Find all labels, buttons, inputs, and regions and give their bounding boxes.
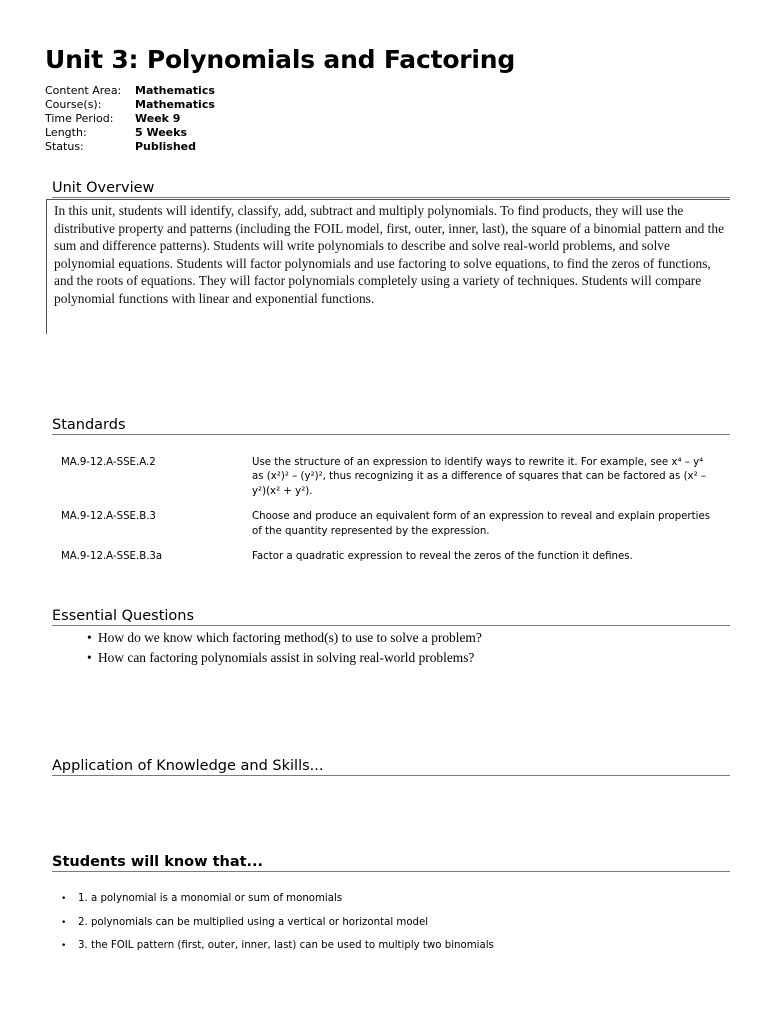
unit-overview-heading: Unit Overview bbox=[52, 180, 730, 198]
meta-row-length bbox=[45, 126, 215, 140]
page-title: Unit 3: Polynomials and Factoring bbox=[45, 45, 516, 74]
meta-label: Content Area: bbox=[45, 84, 122, 97]
meta-label: Status: bbox=[45, 140, 84, 153]
standard-description: Factor a quadratic expression to reveal the zeros of the function it defines. bbox=[252, 551, 633, 563]
bullet-icon: • bbox=[61, 941, 67, 951]
students-know-list bbox=[60, 892, 730, 963]
meta-row-content-area bbox=[45, 84, 215, 98]
standards-table bbox=[61, 456, 721, 575]
list-item bbox=[60, 939, 730, 953]
standard-code: MA.9-12.A-SSE.B.3 bbox=[61, 511, 156, 523]
essential-questions-heading: Essential Questions bbox=[52, 608, 730, 626]
standard-row bbox=[61, 510, 721, 539]
meta-value: Mathematics bbox=[135, 84, 215, 97]
meta-label: Time Period: bbox=[45, 112, 114, 125]
unit-metadata bbox=[45, 84, 215, 154]
meta-row-courses bbox=[45, 98, 215, 112]
standard-code: MA.9-12.A-SSE.B.3a bbox=[61, 551, 163, 563]
application-heading: Application of Knowledge and Skills... bbox=[52, 758, 730, 776]
list-item bbox=[60, 648, 730, 668]
standard-description: Use the structure of an expression to identify ways to rewrite it. For example, see x⁴ – y⁴ as (x²)² – (y²)², thus recognizing it as a difference of squares that can be factored as (x² – y²)(x² + y²). bbox=[252, 457, 707, 497]
standard-row bbox=[61, 456, 721, 499]
bullet-icon: • bbox=[87, 650, 92, 665]
meta-row-status bbox=[45, 140, 215, 154]
standards-heading: Standards bbox=[52, 417, 730, 435]
unit-overview-text: In this unit, students will identify, classify, add, subtract and multiply polynomials. To find products, they will use the distributive property and patterns (including the FOIL model, first, outer, inner, last), the square of a binomial pattern and the sum and difference patterns). Students will write polynomials to describe and solve real-world problems, and solve polynomial equations. Students will factor polynomials and use factoring to solve equations, to find the zeros of functions, and the roots of equations. They will factor polynomials completely using a variety of techniques. Students will compare polynomial functions with linear and exponential functions. bbox=[46, 199, 730, 334]
meta-value: Week 9 bbox=[135, 112, 181, 125]
meta-label: Course(s): bbox=[45, 98, 102, 111]
question-text: How do we know which factoring method(s) to use to solve a problem? bbox=[98, 630, 482, 645]
students-know-heading: Students will know that... bbox=[52, 854, 730, 872]
standard-row bbox=[61, 550, 721, 564]
know-text: 2. polynomials can be multiplied using a vertical or horizontal model bbox=[78, 916, 429, 928]
meta-label: Length: bbox=[45, 126, 87, 139]
know-text: 1. a polynomial is a monomial or sum of monomials bbox=[78, 893, 343, 904]
meta-row-time-period bbox=[45, 112, 215, 126]
standard-code: MA.9-12.A-SSE.A.2 bbox=[61, 457, 156, 468]
bullet-icon: • bbox=[87, 630, 92, 645]
bullet-icon: • bbox=[61, 917, 67, 928]
question-text: How can factoring polynomials assist in solving real-world problems? bbox=[98, 650, 475, 665]
bullet-icon: • bbox=[61, 894, 67, 904]
list-item bbox=[60, 892, 730, 906]
know-text: 3. the FOIL pattern (first, outer, inner, last) can be used to multiply two binomials bbox=[78, 940, 494, 951]
meta-value: Mathematics bbox=[135, 98, 215, 111]
essential-questions-list bbox=[60, 628, 730, 668]
meta-value: 5 Weeks bbox=[135, 126, 188, 139]
standard-description: Choose and produce an equivalent form of an expression to reveal and explain properties of the quantity represented by the expression. bbox=[252, 511, 711, 537]
meta-value: Published bbox=[135, 140, 197, 153]
list-item bbox=[60, 628, 730, 648]
list-item bbox=[60, 916, 730, 930]
